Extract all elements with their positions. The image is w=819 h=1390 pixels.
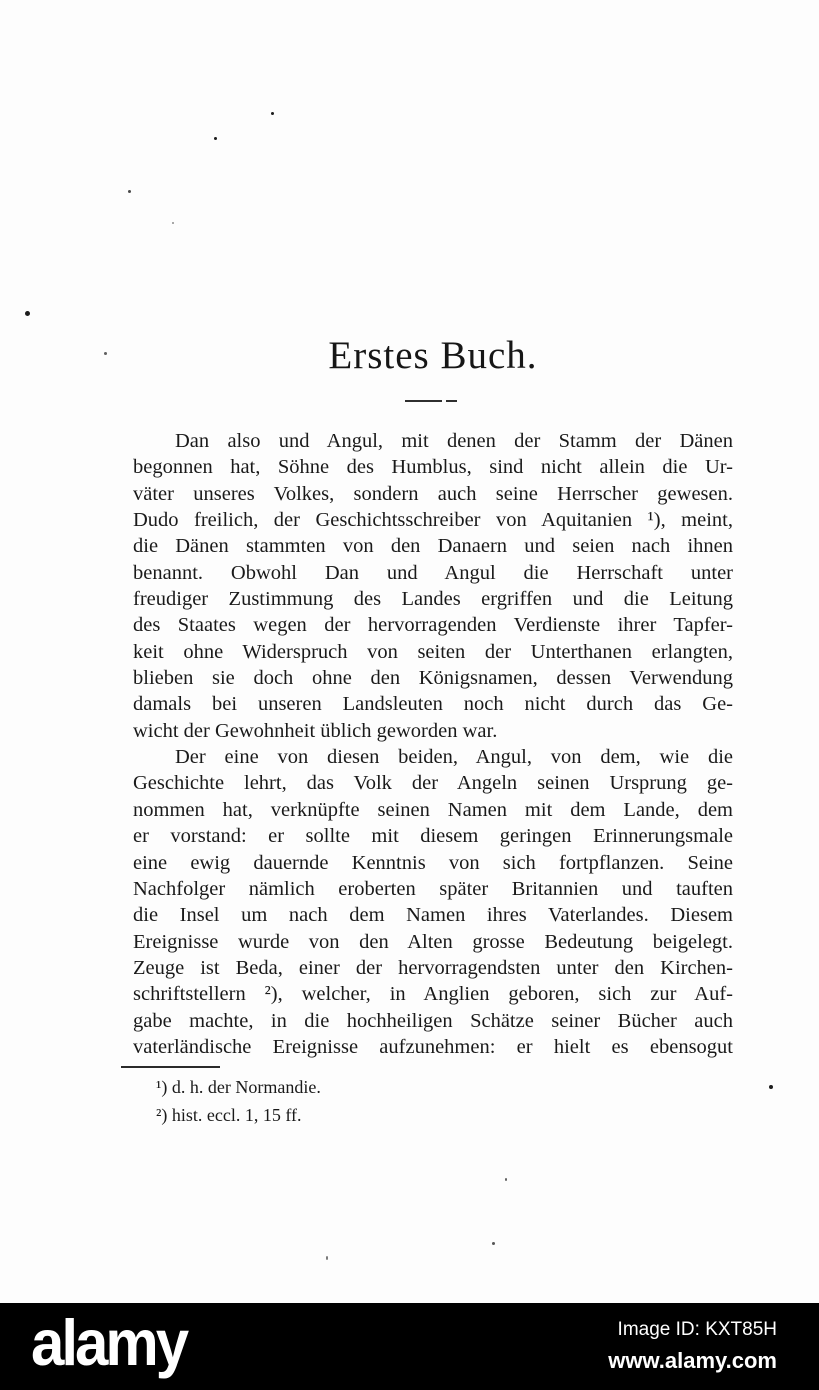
text-line: benannt. Obwohl Dan und Angul die Herrschaft unter <box>133 561 733 584</box>
text-line: Zeuge ist Beda, einer der hervorragendsten unter den Kirchen- <box>133 956 733 979</box>
scan-speck <box>104 352 107 355</box>
alamy-url: www.alamy.com <box>608 1348 777 1373</box>
scan-speck <box>326 1256 328 1260</box>
text-line: blieben sie doch ohne den Königsnamen, dessen Verwendung <box>133 667 733 690</box>
body-text-column <box>133 428 733 1060</box>
text-line: schriftstellern ²), welcher, in Anglien geboren, sich zur Auf- <box>133 983 733 1006</box>
text-line: begonnen hat, Söhne des Humblus, sind nicht allein die Ur- <box>133 456 733 479</box>
footnote-line: ¹) d. h. der Normandie. <box>156 1077 321 1097</box>
text-line: vaterländische Ereignisse aufzunehmen: er hielt es ebensogut <box>133 1035 733 1058</box>
watermark-info <box>608 1319 777 1374</box>
text-line: gabe machte, in die hochheiligen Schätze seiner Bücher auch <box>133 1009 733 1032</box>
scan-speck <box>492 1242 495 1245</box>
scan-speck <box>271 112 274 115</box>
text-line: nommen hat, verknüpfte seinen Namen mit dem Lande, dem <box>133 798 733 821</box>
heading-divider-rule-short <box>446 400 457 402</box>
text-line: Geschichte lehrt, das Volk der Angeln seinen Ursprung ge- <box>133 772 733 795</box>
text-line: eine ewig dauernde Kenntnis von sich fortpflanzen. Seine <box>133 851 733 874</box>
footnotes-block <box>156 1074 321 1129</box>
text-line: Dudo freilich, der Geschichtsschreiber von Aquitanien ¹), meint, <box>133 509 733 532</box>
text-line: Der eine von diesen beiden, Angul, von dem, wie die <box>175 746 733 769</box>
scan-speck <box>128 190 131 193</box>
scan-speck <box>214 137 217 140</box>
text-line: die Insel um nach dem Namen ihres Vaterlandes. Diesem <box>133 904 733 927</box>
footnote-line: ²) hist. eccl. 1, 15 ff. <box>156 1104 302 1125</box>
text-line: Nachfolger nämlich eroberten später Britannien und tauften <box>133 877 733 900</box>
text-line: Dan also und Angul, mit denen der Stamm der Dänen <box>175 430 733 452</box>
scan-speck <box>769 1085 773 1089</box>
image-id-label: Image ID: KXT85H <box>617 1319 777 1340</box>
text-line: Ereignisse wurde von den Alten grosse Bedeutung beigelegt. <box>133 930 733 953</box>
alamy-logo: alamy <box>31 1306 187 1380</box>
scan-speck <box>172 222 174 224</box>
chapter-heading: Erstes Buch. <box>328 334 538 377</box>
text-line: des Staates wegen der hervorragenden Verdienste ihrer Tapfer- <box>133 614 733 637</box>
text-line: die Dänen stammten von den Danaern und seien nach ihnen <box>133 535 733 558</box>
text-line: freudiger Zustimmung des Landes ergriffen und die Leitung <box>133 588 733 611</box>
scan-speck <box>505 1178 507 1181</box>
scan-speck <box>25 311 30 316</box>
watermark-bar <box>0 1303 819 1390</box>
text-line: keit ohne Widerspruch von seiten der Unterthanen erlangten, <box>133 640 733 663</box>
text-line: väter unseres Volkes, sondern auch seine Herrscher gewesen. <box>133 482 733 505</box>
footnote-separator-rule <box>121 1066 220 1068</box>
text-line: er vorstand: er sollte mit diesem geringen Erinnerungsmale <box>133 825 733 848</box>
heading-divider-rule <box>405 400 442 402</box>
text-line: damals bei unseren Landsleuten noch nicht durch das Ge- <box>133 693 733 716</box>
text-line: wicht der Gewohnheit üblich geworden war. <box>133 719 498 742</box>
